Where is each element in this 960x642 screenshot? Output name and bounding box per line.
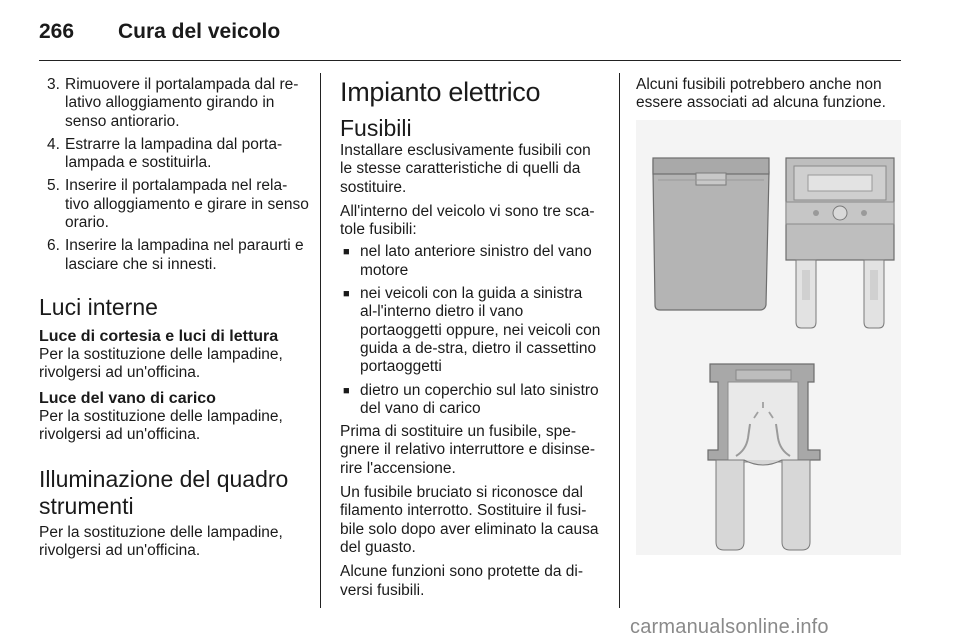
vano-carico-text: Per la sostituzione delle lampadine, rivolgersi ad un'officina. (39, 407, 283, 443)
fusibili-paragraph-4: Un fusibile bruciato si riconosce dal filamento interrotto. Sostituire il fusi-bile solo dopo aver eliminato la causa del guasto. (340, 484, 599, 556)
step-text: Estrarre la lampadina dal porta-lampada e sostituirla. (65, 135, 283, 172)
step-number: 3. (47, 76, 60, 93)
cortesia-text: Per la sostituzione delle lampadine, rivolgersi ad un'officina. (39, 345, 283, 382)
fuse-illustration (636, 120, 901, 555)
fusibili-paragraph-3: Prima di sostituire un fusibile, spe-gnere il relativo interruttore e disinse-rire l'accensione. (340, 423, 596, 477)
fusibili-paragraph-2: All'interno del veicolo vi sono tre sca-tole fusibili: (340, 202, 595, 239)
page-title: Cura del veicolo (118, 20, 281, 43)
step-item (39, 177, 309, 232)
cortesia-heading: Luce di cortesia e luci di lettura (39, 327, 279, 345)
watermark: carmanualsonline.info (630, 616, 829, 638)
step-text: Inserire la lampadina nel paraurti e lasciare che si innesti. (65, 237, 304, 273)
step-text: Rimuovere il portalampada dal re-lativo alloggiamento girando in senso antiorario. (65, 76, 299, 130)
list-item: ■ nel lato anteriore sinistro del vano motore (340, 243, 603, 280)
fuse-side-view-icon (653, 158, 769, 310)
vano-carico-heading: Luce del vano di carico (39, 389, 216, 407)
fusibili-heading: Fusibili (340, 115, 412, 141)
column-2 (340, 76, 603, 600)
column-1 (39, 76, 309, 561)
header-rule (39, 60, 901, 61)
step-number: 4. (47, 135, 60, 153)
fusibili-paragraph-5: Alcune funzioni sono protette da di-versi fusibili. (340, 563, 583, 599)
step-item (39, 76, 309, 131)
page-number: 266 (39, 20, 75, 43)
column-3 (636, 76, 902, 113)
step-list (39, 76, 309, 274)
column-3-paragraph: Alcuni fusibili potrebbero anche non essere associati ad alcuna funzione. (636, 76, 886, 112)
quadro-heading: Illuminazione del quadro strumenti (39, 466, 289, 520)
step-text: Inserire il portalampada nel rela-tivo alloggiamento e girare in senso orario. (65, 177, 309, 232)
step-item (39, 136, 309, 173)
step-number: 6. (47, 237, 60, 255)
impianto-elettrico-heading: Impianto elettrico (340, 77, 541, 107)
fusibili-paragraph-1: Installare esclusivamente fusibili con le stesse caratteristiche di quelli da sostituire. (340, 142, 591, 196)
step-item (39, 237, 309, 274)
list-item: ■ dietro un coperchio sul lato sinistro del vano di carico (340, 382, 603, 419)
luci-interne-heading: Luci interne (39, 293, 158, 320)
quadro-text: Per la sostituzione delle lampadine, rivolgersi ad un'officina. (39, 524, 283, 560)
step-number: 5. (47, 177, 60, 195)
list-item: ■ nei veicoli con la guida a sinistra al-l'interno dietro il vano portaoggetti oppure, nei veicoli con guida a de-stra, dietro il cassettino portaoggetti (340, 285, 603, 376)
fusebox-list (340, 243, 603, 418)
column-divider-left (320, 73, 321, 608)
column-divider-right (619, 73, 620, 608)
